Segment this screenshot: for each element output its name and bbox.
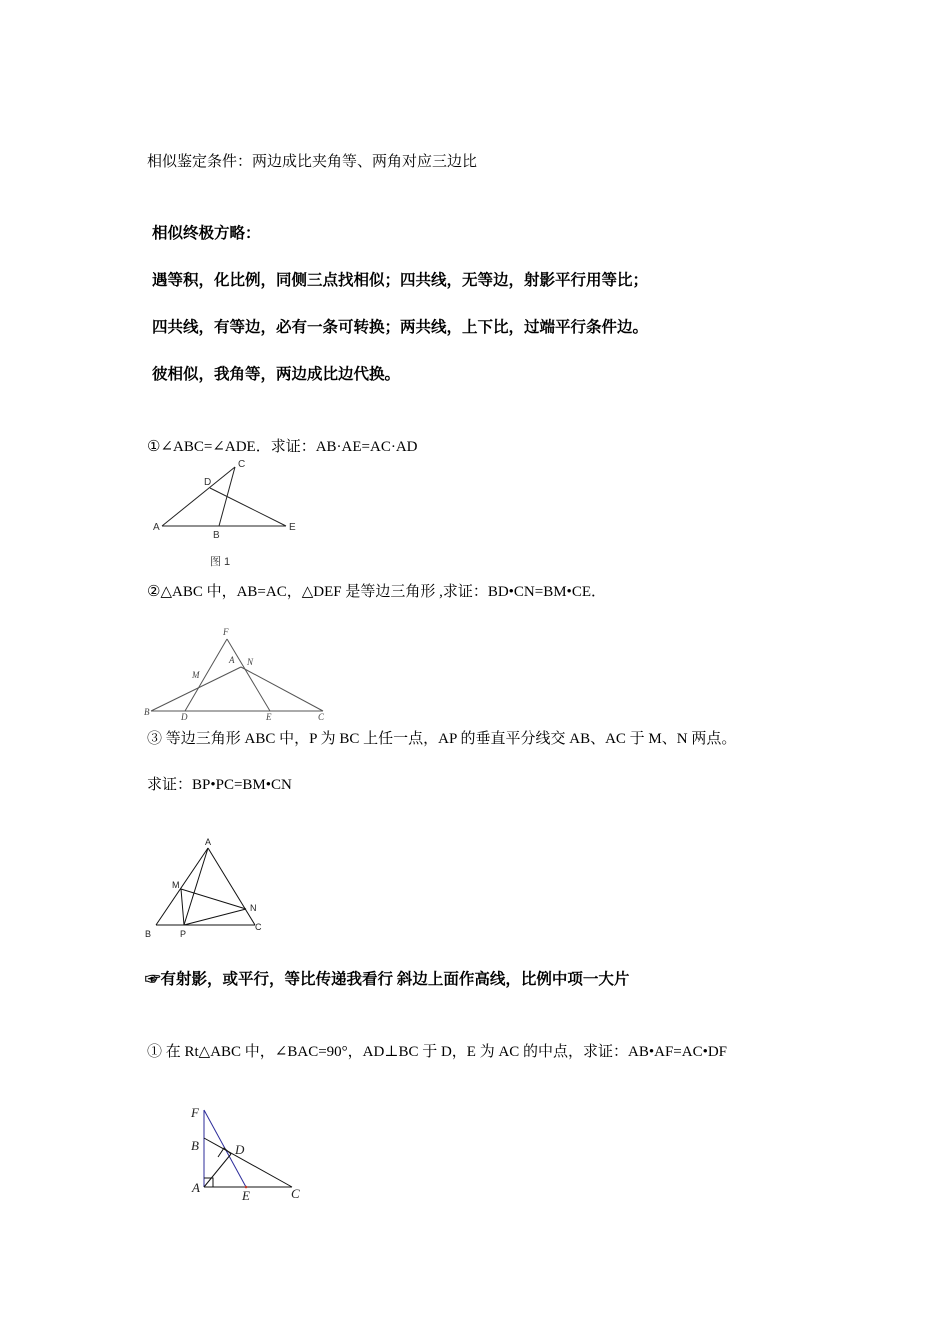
segment-AB	[156, 848, 208, 925]
label-F: F	[191, 1105, 199, 1120]
point-E	[245, 1186, 248, 1189]
segment-BC	[204, 1138, 292, 1187]
segment-AC	[241, 667, 323, 711]
label-M: M	[172, 880, 180, 890]
label-D: D	[235, 1142, 245, 1157]
figure-1	[150, 455, 310, 575]
segment-FE	[227, 639, 270, 711]
label-A: A	[205, 837, 212, 847]
label-B: B	[191, 1138, 199, 1153]
segment-AD	[204, 1154, 231, 1187]
figure-4	[186, 1100, 316, 1210]
strategy-line-1: 遇等积，化比例，同侧三点找相似；四共线，无等边，射影平行用等比；	[152, 272, 649, 289]
strategy-title: 相似终极方略：	[152, 225, 261, 242]
segment-MN	[181, 889, 246, 909]
label-A: A	[192, 1180, 200, 1195]
label-C: C	[318, 712, 325, 722]
label-B: B	[144, 707, 150, 717]
figure-3	[143, 836, 273, 946]
section-2-problem-text: ① 在 Rt△ABC 中，∠BAC=90°，AD⊥BC 于 D，E 为 AC 的中点，求证：AB•AF=AC•DF	[147, 1044, 728, 1060]
label-A: A	[153, 522, 160, 533]
intro-text: 相似鉴定条件：两边成比夹角等、两角对应三边比	[147, 154, 478, 170]
label-N: N	[247, 657, 254, 667]
label-B: B	[145, 929, 152, 939]
segment-AP	[184, 848, 208, 925]
label-C: C	[255, 922, 262, 932]
strategy-line-3: 彼相似，我角等，两边成比边代换。	[152, 366, 401, 383]
label-D: D	[204, 477, 212, 488]
section-2-heading: ☞有射影，或平行，等比传递我看行 斜边上面作高线，比例中项一大片	[145, 971, 630, 988]
label-C: C	[238, 459, 246, 470]
segment-AC	[208, 848, 255, 925]
label-P: P	[180, 929, 187, 939]
segment-MP	[181, 889, 184, 925]
label-D: D	[181, 712, 188, 722]
figure-2	[143, 625, 343, 725]
problem-3-text: ③ 等边三角形 ABC 中，P 为 BC 上任一点，AP 的垂直平分线交 AB、AC 于 M、N 两点。	[147, 731, 737, 747]
problem-3-prove: 求证：BP•PC=BM•CN	[147, 777, 292, 793]
label-E: E	[266, 712, 272, 722]
segment-DE	[210, 488, 286, 526]
segment-CB	[219, 467, 235, 526]
label-C: C	[291, 1186, 300, 1201]
figure-1-caption: 图 1	[210, 556, 231, 568]
label-A: A	[229, 655, 235, 665]
label-E: E	[289, 522, 296, 533]
label-B: B	[213, 530, 220, 541]
segment-PN	[184, 909, 246, 925]
label-N: N	[250, 903, 257, 913]
label-F: F	[223, 627, 229, 637]
label-M: M	[192, 670, 200, 680]
label-E: E	[242, 1188, 250, 1203]
problem-1-text: ①∠ABC=∠ADE．求证：AB·AE=AC·AD	[147, 439, 418, 455]
problem-2-text: ②△ABC 中，AB=AC，△DEF 是等边三角形 ,求证：BD•CN=BM•CE．	[147, 584, 606, 600]
strategy-line-2: 四共线，有等边，必有一条可转换；两共线，上下比，过端平行条件边。	[152, 319, 649, 336]
segment-AC	[162, 467, 235, 526]
